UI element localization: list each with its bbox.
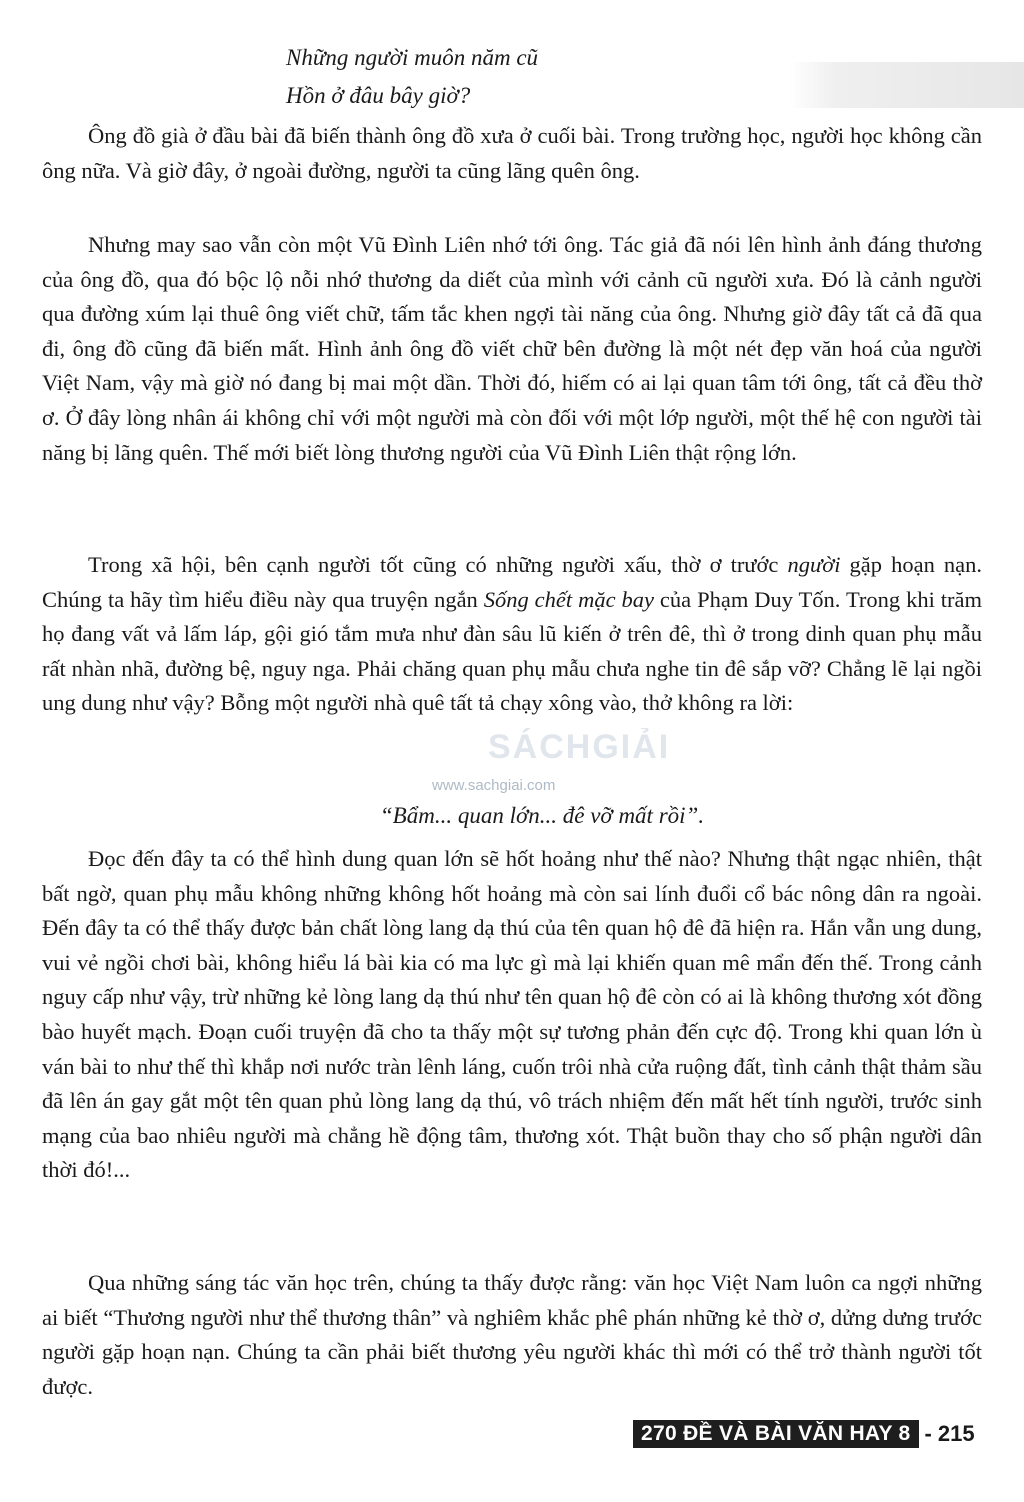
story-title: Sống chết mặc bay xyxy=(483,586,654,612)
bleed-through-artifact xyxy=(789,62,1024,108)
footer-separator: - xyxy=(924,1420,932,1446)
paragraph-3 xyxy=(42,548,982,721)
paragraph-3-part-e: của Phạm Duy Tốn. Trong khi trăm họ đang vất vả lấm láp, gội gió tắm mưa như đàn sâu lũ kiến ở trên đê, thì ở trong dinh quan phụ mẫu rất nhàn nhã, đường bệ, nguy nga. Phải chăng quan phụ mẫu chưa nghe tin đê sắp vỡ? Chẳng lẽ lại ngồi ung dung như vậy? Bỗng một người nhà quê tất tả chạy xông vào, thở không ra lời: xyxy=(42,586,982,716)
paragraph-4: Đọc đến đây ta có thể hình dung quan lớn sẽ hốt hoảng như thế nào? Nhưng thật ngạc nhiên, thật bất ngờ, quan phụ mẫu không những không hốt hoảng mà còn sai lính đuổi cổ bác nông dân ra ngoài. Đến đây ta có thể thấy được bản chất lòng lang dạ thú của tên quan hộ đê đã hiện ra. Hắn vẫn ung dung, vui vẻ ngồi chơi bài, không hiểu lá bài kia có ma lực gì mà lại khiến quan mê mẩn đến thế. Trong cảnh nguy cấp như vậy, trừ những kẻ lòng lang dạ thú như tên quan hộ đê còn có ai là không thương xót đồng bào huyết mạch. Đoạn cuối truyện đã cho ta thấy một sự tương phản đến cực độ. Trong khi quan lớn ù ván bài to như thế thì khắp nơi nước tràn lênh láng, cuốn trôi nhà cửa ruộng đất, tình cảnh thật thảm sầu đã lên án gay gắt một tên quan phủ lòng lang dạ thú, vô trách nhiệm đến mất hết tính người, trước sinh mạng của bao nhiêu người mà chẳng hề động tâm, thương xót. Thật buồn thay cho số phận người dân thời đó!... xyxy=(42,846,982,1183)
quote-line: “Bẩm... quan lớn... đê vỡ mất rồi”. xyxy=(379,803,705,828)
paragraph-5: Qua những sáng tác văn học trên, chúng ta thấy được rằng: văn học Việt Nam luôn ca ngợi những ai biết “Thương người như thể thương thân” và nghiêm khắc phê phán những kẻ thờ ơ, dửng dưng trước người gặp hoạn nạn. Chúng ta cần phải biết thương yêu người khác thì mới có thể trở thành người tốt được. xyxy=(42,1270,982,1399)
paragraph-1: Ông đồ già ở đầu bài đã biến thành ông đồ xưa ở cuối bài. Trong trường học, người học không cần ông nữa. Và giờ đây, ở ngoài đường, người ta cũng lãng quên ông. xyxy=(42,123,982,183)
book-title-badge: 270 ĐỀ VÀ BÀI VĂN HAY 8 xyxy=(633,1420,919,1448)
paragraph-3-part-c: gặp hoạn nạn. Chúng ta hãy tìm hiểu điều này qua truyện ngắn xyxy=(42,552,982,612)
paragraph-3-emphasis: người xyxy=(787,552,841,577)
paragraph-3-part-a: Trong xã hội, bên cạnh người tốt cũng có những người xấu, thờ ơ trước xyxy=(88,552,788,577)
poem-line-2: Hồn ở đâu bây giờ? xyxy=(286,83,471,108)
poem-line-1: Những người muôn năm cũ xyxy=(286,45,539,70)
watermark-logo: SÁCHGIẢI xyxy=(488,728,671,766)
watermark-url: www.sachgiai.com xyxy=(432,777,556,794)
page-number: 215 xyxy=(937,1420,975,1446)
page-footer xyxy=(633,1418,975,1449)
paragraph-2: Nhưng may sao vẫn còn một Vũ Đình Liên nhớ tới ông. Tác giả đã nói lên hình ảnh đáng thương của ông đồ, qua đó bộc lộ nỗi nhớ thương da diết của mình với cảnh cũ người xưa. Đó là cảnh người qua đường xúm lại thuê ông viết chữ, tấm tắc khen ngợi tài năng của ông. Nhưng giờ đây tất cả đã qua đi, ông đồ cũng đã biến mất. Hình ảnh ông đồ viết chữ bên đường là một nét đẹp văn hoá của người Việt Nam, vậy mà giờ nó đang bị mai một dần. Thời đó, hiếm có ai lại quan tâm tới ông, tất cả đều thờ ơ. Ở đây lòng nhân ái không chỉ với một người mà còn đối với một lớp người, một thế hệ con người tài năng bị lãng quên. Thế mới biết lòng thương người của Vũ Đình Liên thật rộng lớn. xyxy=(42,232,982,465)
